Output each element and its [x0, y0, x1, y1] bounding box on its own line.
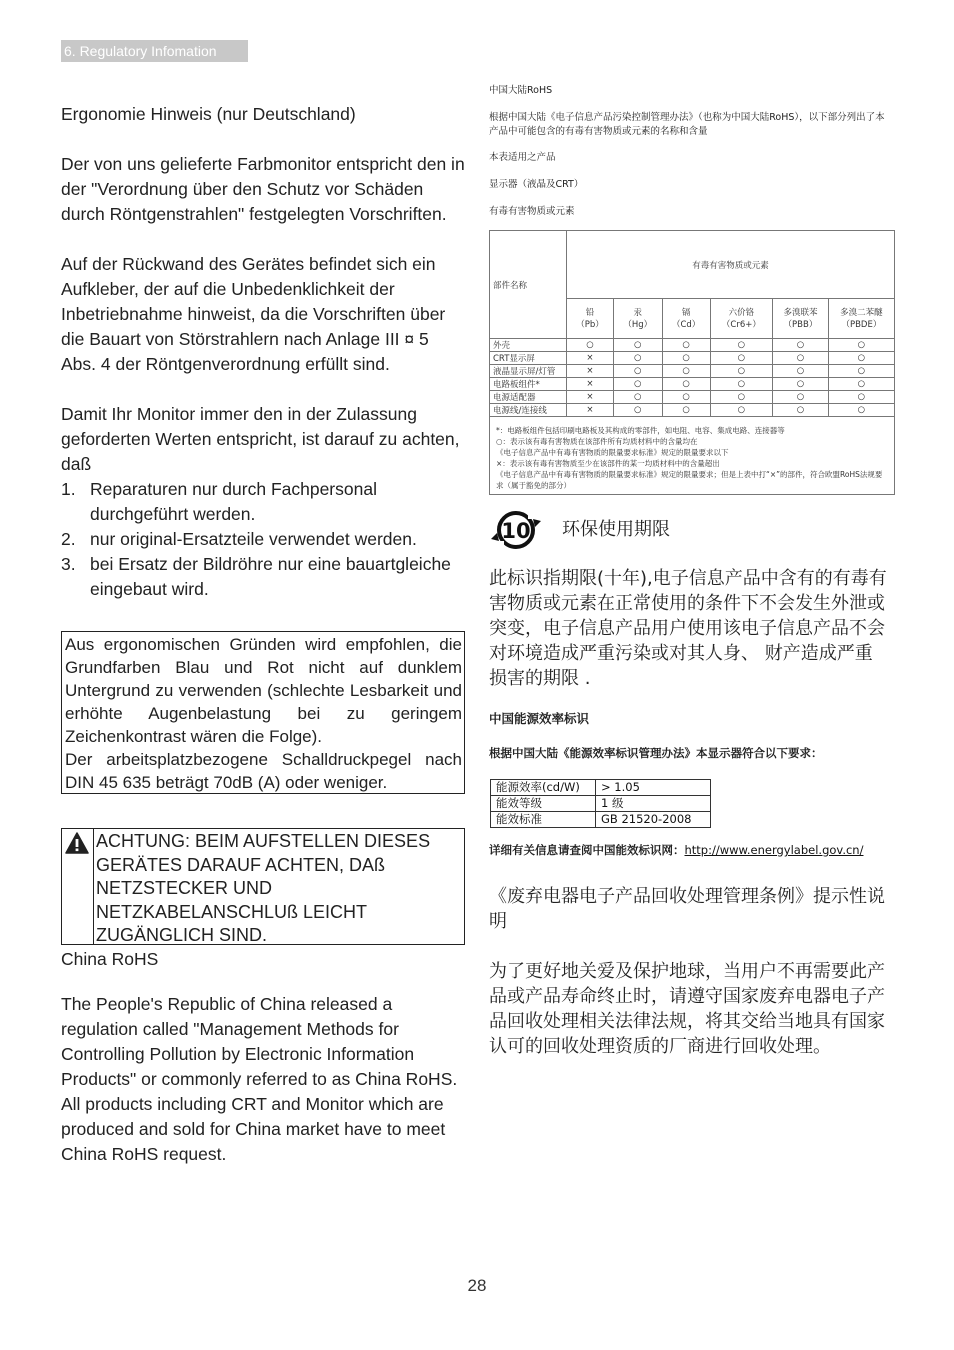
warning-icon [65, 832, 89, 854]
rohs-note-line: 《电子信息产品中有毒有害物质的限量要求标准》规定的限量要求；但是上表中打“×”的部件，符合欧盟RoHS法规要求（属于豁免的部分） [496, 470, 883, 490]
china-rohs-paragraph: The People's Republic of China released a regulation called "Management Methods for Controlling Pollution by Electronic Information Products" or commonly referred to as China RoHS. All products including CRT and Monitor which are produced and sold for China market have to meet China RoHS request. [61, 994, 458, 1164]
substance-mark-cell: × [567, 404, 614, 417]
substance-mark-cell: ○ [828, 404, 894, 417]
list-item: 2. nur original-Ersatzteile verwendet werden. [61, 529, 417, 549]
substance-mark-cell: ○ [773, 365, 829, 378]
substance-column-header: 汞 （Hg） [613, 299, 662, 339]
table-row [490, 339, 895, 352]
substance-mark-cell: × [567, 378, 614, 391]
substance-mark-cell: ○ [613, 352, 662, 365]
substance-mark-cell: ○ [710, 404, 772, 417]
rohs-table [489, 230, 895, 495]
ergonomics-paragraph-2: Auf der Rückwand des Gerätes befindet sich ein Aufkleber, der auf die Unbedenklichkeit der Inbetriebnahme hinweist, da die Vorschriften über die Bauart von Störstrahlern nach Anlage III ¤ 5 Abs. 4 der Röntgenverordnung erfüllt sind. [61, 254, 446, 374]
list-item: 3. bei Ersatz der Bildröhre nur eine bauartgleiche eingebaut wird. [61, 554, 451, 599]
substance-column-header: 铅 （Pb） [567, 299, 614, 339]
substance-mark-cell: ○ [613, 365, 662, 378]
toxic-substances-label: 有毒有害物质或元素 [489, 206, 575, 217]
substance-mark-cell: ○ [662, 352, 710, 365]
list-item: 1. Reparaturen nur durch Fachpersonal durchgeführt werden. [61, 479, 377, 524]
rohs-table-wrapper [489, 230, 895, 495]
energy-more-label: 详细有关信息请查阅中国能效标识网： [489, 843, 685, 857]
table-row [490, 404, 895, 417]
part-name-header: 部件名称 [490, 231, 567, 339]
table-row [490, 365, 895, 378]
substance-mark-cell: ○ [662, 378, 710, 391]
table-row [490, 352, 895, 365]
display-type-label: 显示器（液晶及CRT） [489, 179, 584, 190]
substance-mark-cell: ○ [773, 404, 829, 417]
epup-paragraph: 此标识指期限(十年),电子信息产品中含有的有毒有害物质或元素在正常使用的条件下不会发生外泄或突变，电子信息产品用户使用该电子信息产品不会对环境造成严重污染或对其人身、 财产造成严重损害的期限 . [489, 568, 887, 689]
china-rohs-section [61, 947, 465, 1167]
table-row [490, 378, 895, 391]
part-name-cell: CRT显示屏 [490, 352, 567, 365]
substance-mark-cell: ○ [662, 391, 710, 404]
weee-title: 《废弃电器电子产品回收处理管理条例》提示性说明 [489, 886, 885, 932]
weee-paragraph: 为了更好地关爱及保护地球，当用户不再需要此产品或产品寿命终止时，请遵守国家废弃电器电子产品回收处理相关法律法规，将其交给当地具有国家认可的回收处理资质的厂商进行回收处理。 [489, 961, 885, 1057]
substance-column-header: 六价铬 （Cr6+） [710, 299, 772, 339]
epup-icon-number: 10 [501, 519, 531, 543]
table-row: 能源效率(cd/W) > 1.05 [491, 780, 711, 796]
section-tab: 6. Regulatory Infomation [61, 40, 248, 62]
substance-mark-cell: ○ [662, 404, 710, 417]
part-name-cell: 液晶显示屏/灯管 [490, 365, 567, 378]
energy-table [490, 779, 711, 828]
ergonomics-heading: Ergonomie Hinweis (nur Deutschland) [61, 104, 356, 124]
energy-table-wrapper [490, 779, 711, 828]
substance-mark-cell: × [567, 352, 614, 365]
substance-mark-cell: ○ [613, 378, 662, 391]
applies-to-label: 本表适用之产品 [489, 152, 556, 163]
rohs-note-line: ○：表示该有毒有害物质在该部件所有均质材料中的含量均在 [496, 437, 698, 446]
warning-text: ACHTUNG: BEIM AUFSTELLEN DIESES GERÄTES DARAUF ACHTEN, DAß NETZSTECKER UND NETZKABELANSCHLUß LEICHT ZUGÄNGLICH SIND. [96, 831, 431, 945]
part-name-cell: 电源适配器 [490, 391, 567, 404]
page-number: 28 [467, 1276, 487, 1295]
substance-mark-cell: ○ [662, 365, 710, 378]
substance-mark-cell: ○ [828, 378, 894, 391]
cn-rohs-intro: 根据中国大陆《电子信息产品污染控制管理办法》（也称为中国大陆RoHS），以下部分列出了本产品中可能包含的有毒有害物质或元素的名称和含量 [489, 112, 885, 137]
rohs-notes [490, 417, 895, 495]
ergonomics-paragraph-3: Damit Ihr Monitor immer den in der Zulassung geforderten Werten entspricht, ist darauf zu achten, daß [61, 404, 460, 474]
substance-mark-cell: ○ [613, 339, 662, 352]
substance-mark-cell: ○ [773, 391, 829, 404]
warning-icon-cell [62, 829, 94, 944]
china-rohs-heading: China RoHS [61, 949, 159, 969]
substance-mark-cell: ○ [613, 404, 662, 417]
rohs-note-line: 《电子信息产品中有毒有害物质的限量要求标准》规定的限量要求以下 [496, 448, 729, 457]
substance-mark-cell: × [567, 365, 614, 378]
substance-mark-cell: ○ [828, 365, 894, 378]
substance-mark-cell: ○ [828, 339, 894, 352]
substance-mark-cell: ○ [773, 339, 829, 352]
substances-group-header: 有毒有害物质或元素 [567, 231, 895, 299]
part-name-cell: 电源线/连接线 [490, 404, 567, 417]
energy-label-intro: 根据中国大陆《能源效率标识管理办法》本显示器符合以下要求： [489, 746, 823, 760]
substance-mark-cell: ○ [710, 378, 772, 391]
substance-mark-cell: ○ [710, 352, 772, 365]
rohs-note-line: ×：表示该有毒有害物质至少在该部件的某一均质材料中的含量超出 [496, 459, 720, 468]
requirements-list [61, 477, 465, 602]
substance-mark-cell: ○ [828, 391, 894, 404]
epup-10-icon [490, 507, 544, 553]
substance-mark-cell: ○ [773, 378, 829, 391]
energy-label-heading: 中国能源效率标识 [489, 711, 590, 726]
cn-rohs-label: 中国大陆RoHS [489, 85, 553, 96]
ergonomics-paragraph-1: Der von uns gelieferte Farbmonitor entspricht den in der "Verordnung über den Schutz vor Schäden durch Röntgenstrahlen" festgelegten Vorschriften. [61, 154, 465, 224]
substance-mark-cell: ○ [613, 391, 662, 404]
note-paragraph: Der arbeitsplatzbezogene Schalldruckpegel nach DIN 45 635 beträgt 70dB (A) oder weniger. [65, 750, 462, 792]
substance-mark-cell: ○ [828, 352, 894, 365]
substance-mark-cell: ○ [773, 352, 829, 365]
substance-column-header: 多溴联苯 （PBB） [773, 299, 829, 339]
substance-mark-cell: ○ [710, 365, 772, 378]
substance-mark-cell: × [567, 391, 614, 404]
rohs-note-line: *：电路板组件包括印刷电路板及其构成的零部件，如电阻、电容、集成电路、连接器等 [496, 426, 785, 435]
substance-mark-cell: ○ [710, 391, 772, 404]
warning-box [61, 828, 465, 945]
substance-column-header: 多溴二苯醚 （PBDE） [828, 299, 894, 339]
table-row [490, 391, 895, 404]
energy-more-info [489, 842, 899, 858]
part-name-cell: 外壳 [490, 339, 567, 352]
substance-mark-cell: ○ [710, 339, 772, 352]
substance-column-header: 镉 （Cd） [662, 299, 710, 339]
energy-label-link[interactable]: http://www.energylabel.gov.cn/ [684, 843, 864, 857]
note-paragraph: Aus ergonomischen Gründen wird empfohlen, die Grundfarben Blau und Rot nicht auf dunklem Untergrund zu verwenden (schlechte Lesbarkeit und erhöhte Augenbelastung bei zu geringem Zeichenkontrast wären die Folge). [65, 635, 462, 746]
ergonomic-note-box [61, 631, 465, 794]
left-column [61, 102, 465, 602]
substance-mark-cell: ○ [662, 339, 710, 352]
table-row: 能效标准 GB 21520-2008 [491, 812, 711, 828]
table-row: 能效等级 1 级 [491, 796, 711, 812]
epup-title: 环保使用期限 [562, 519, 670, 540]
part-name-cell: 电路板组件* [490, 378, 567, 391]
substance-mark-cell: ○ [567, 339, 614, 352]
